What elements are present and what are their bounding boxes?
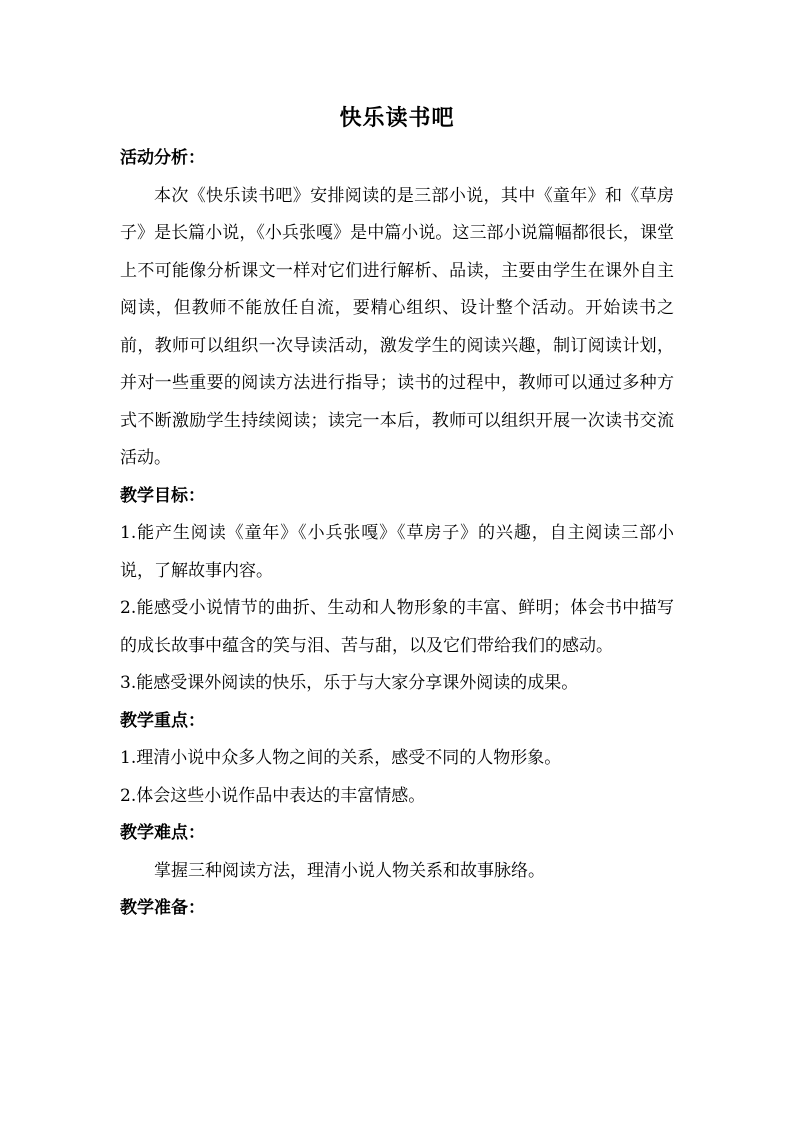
goal-item: 2.能感受小说情节的曲折、生动和人物形象的丰富、鲜明；体会书中描写的成长故事中蕴含的笑与泪、苦与甜，以及它们带给我们的感动。 <box>120 598 674 656</box>
goal-item: 3.能感受课外阅读的快乐，乐于与大家分享课外阅读的成果。 <box>120 673 579 693</box>
key-point-item: 1.理清小说中众多人物之间的关系，感受不同的人物形象。 <box>120 748 562 768</box>
document-body <box>120 140 674 928</box>
analysis-paragraph: 本次《快乐读书吧》安排阅读的是三部小说，其中《童年》和《草房子》是长篇小说，《小兵张嘎》是中篇小说。这三部小说篇幅都很长，课堂上不可能像分析课文一样对它们进行解析、品读，主要由学生在课外自主阅读，但教师不能放任自流，要精心组织、设计整个活动。开始读书之前，教师可以组织一次导读活动，激发学生的阅读兴趣，制订阅读计划，并对一些重要的阅读方法进行指导；读书的过程中，教师可以通过多种方式不断激励学生持续阅读；读完一本后，教师可以组织开展一次读书交流活动。 <box>120 185 674 468</box>
page-title: 快乐读书吧 <box>339 105 455 131</box>
section-heading-difficulties: 教学难点： <box>120 823 205 843</box>
goal-item: 1.能产生阅读《童年》《小兵张嘎》《草房子》的兴趣，自主阅读三部小说，了解故事内容。 <box>120 523 674 581</box>
difficulties-paragraph: 掌握三种阅读方法，理清小说人物关系和故事脉络。 <box>154 860 545 881</box>
section-heading-analysis: 活动分析： <box>120 148 205 168</box>
key-point-item: 2.体会这些小说作品中表达的丰富情感。 <box>120 785 426 806</box>
section-heading-goals: 教学目标： <box>120 485 205 506</box>
section-heading-key-points: 教学重点： <box>120 710 205 731</box>
section-heading-preparation: 教学准备： <box>120 898 205 918</box>
